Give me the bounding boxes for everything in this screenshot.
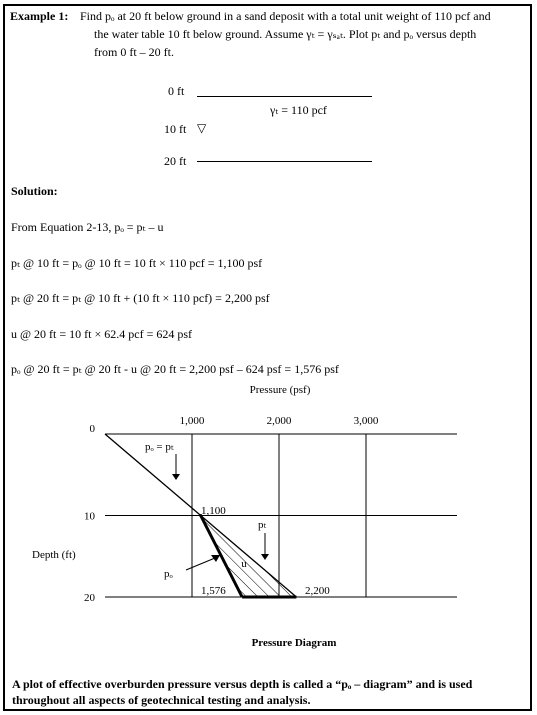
- example-label: Example 1:: [10, 9, 69, 23]
- solution-line-5: pₒ @ 20 ft = pₜ @ 20 ft - u @ 20 ft = 2,200 psf – 624 psf = 1,576 psf: [11, 362, 339, 376]
- problem-line-3: from 0 ft – 20 ft.: [94, 45, 174, 59]
- problem-line-2: the water table 10 ft below ground. Assume γₜ = γₛₐₜ. Plot pₜ and pₒ versus depth: [94, 27, 477, 41]
- value-label-1576: 1,576: [201, 585, 226, 597]
- x-axis-title: Pressure (psf): [249, 384, 311, 396]
- solution-line-2: pₜ @ 10 ft = pₒ @ 10 ft = 10 ft × 110 pcf = 1,100 psf: [11, 256, 263, 270]
- profile-depth-20: 20 ft: [164, 154, 187, 168]
- x-tick-label: 1,000: [179, 415, 205, 427]
- label-po: pₒ: [164, 568, 173, 580]
- solution-heading: Solution:: [11, 184, 58, 198]
- unit-weight-label: γₜ = 110 pcf: [270, 103, 327, 117]
- footer-line-1: A plot of effective overburden pressure versus depth is called a “pₒ – diagram” and is used: [12, 677, 473, 691]
- arrow-shaft-po: [186, 558, 215, 570]
- y-tick-label: 20: [84, 592, 95, 604]
- label-pt: pₜ: [258, 519, 267, 531]
- label-po-equals-pt: pₒ = pₜ: [145, 441, 174, 453]
- water-table-icon: ▽: [197, 121, 207, 135]
- solution-line-3: pₜ @ 20 ft = pₜ @ 10 ft + (10 ft × 110 pcf) = 2,200 psf: [11, 291, 270, 305]
- profile-depth-10: 10 ft: [164, 122, 187, 136]
- value-label-2200: 2,200: [305, 585, 330, 597]
- profile-depth-0: 0 ft: [168, 84, 185, 98]
- footer-line-2: throughout all aspects of geotechnical testing and analysis.: [12, 693, 311, 707]
- region-label-u: u: [241, 558, 247, 570]
- y-axis-title: Depth (ft): [32, 549, 76, 561]
- x-tick-label: 2,000: [266, 415, 292, 427]
- solution-line-4: u @ 20 ft = 10 ft × 62.4 pcf = 624 psf: [11, 327, 193, 341]
- value-label-1100: 1,100: [201, 505, 226, 517]
- solution-line-1: From Equation 2-13, pₒ = pₜ – u: [11, 220, 164, 234]
- arrow-head-po: [211, 555, 220, 562]
- y-tick-label: 10: [84, 510, 95, 523]
- problem-line-1: Find pₒ at 20 ft below ground in a sand deposit with a total unit weight of 110 pcf and: [80, 9, 491, 23]
- chart-title: Pressure Diagram: [251, 637, 337, 649]
- y-tick-label: 0: [89, 423, 95, 435]
- arrow-head-upper: [172, 474, 180, 480]
- x-tick-label: 3,000: [353, 415, 379, 427]
- arrow-head-pt: [261, 554, 269, 560]
